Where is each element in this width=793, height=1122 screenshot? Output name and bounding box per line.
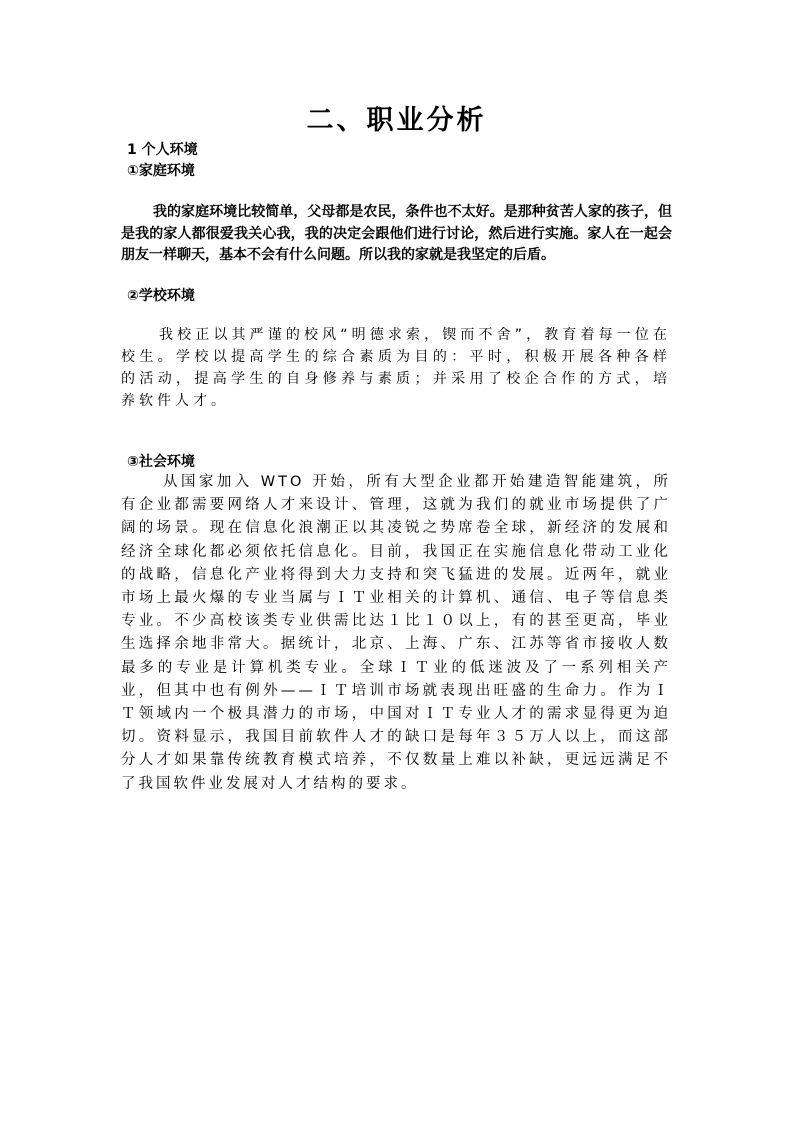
subheading-social-environment: ③社会环境: [127, 454, 195, 470]
paragraph-school-environment: 我校正以其严谨的校风“明德求索，锲而不舍”，教育着每一位在校生。学校以提高学生的综合素质为目的：平时，积极开展各种各样的活动，提高学生的自身修养与素质；并采用了校企合作的方式，培养软件人才。: [121, 327, 671, 409]
paragraph-family-environment: 我的家庭环境比较简单，父母都是农民，条件也不太好。是那种贫苦人家的孩子，但是我的家人都很爱我关心我，我的决定会跟他们进行讨论，然后进行实施。家人在一起会朋友一样聊天，基本不会有什么问题。所以我的家就是我坚定的后盾。: [121, 204, 672, 263]
subheading-school-environment: ②学校环境: [127, 288, 195, 304]
section-heading-personal-environment: 1 个人环境: [127, 142, 198, 158]
subheading-family-environment: ①家庭环境: [127, 163, 195, 179]
paragraph-social-environment: 从国家加入 WTO 开始，所有大型企业都开始建造智能建筑，所有企业都需要网络人才来设计、管理，这就为我们的就业市场提供了广阔的场景。现在信息化浪潮正以其凌锐之势席卷全球，新经济的发展和经济全球化都必须依托信息化。目前，我国正在实施信息化带动工业化的战略，信息化产业将得到大力支持和突飞猛进的发展。近两年，就业市场上最火爆的专业当属与ＩＴ业相关的计算机、通信、电子等信息类专业。不少高校该类专业供需比达１比１０以上，有的甚至更高，毕业生选择余地非常大。据统计，北京、上海、广东、江苏等省市接收人数最多的专业是计算机类专业。全球ＩＴ业的低迷波及了一系列相关产业，但其中也有例外——ＩＴ培训市场就表现出旺盛的生命力。作为ＩＴ领域内一个极具潜力的市场，中国对ＩＴ专业人才的需求显得更为迫切。资料显示，我国目前软件人才的缺口是每年３５万人以上，而这部分人才如果靠传统教育模式培养，不仅数量上难以补缺，更远远满足不了我国软件业发展对人才结构的要求。: [121, 474, 671, 792]
page-title: 二、职业分析: [306, 105, 487, 136]
